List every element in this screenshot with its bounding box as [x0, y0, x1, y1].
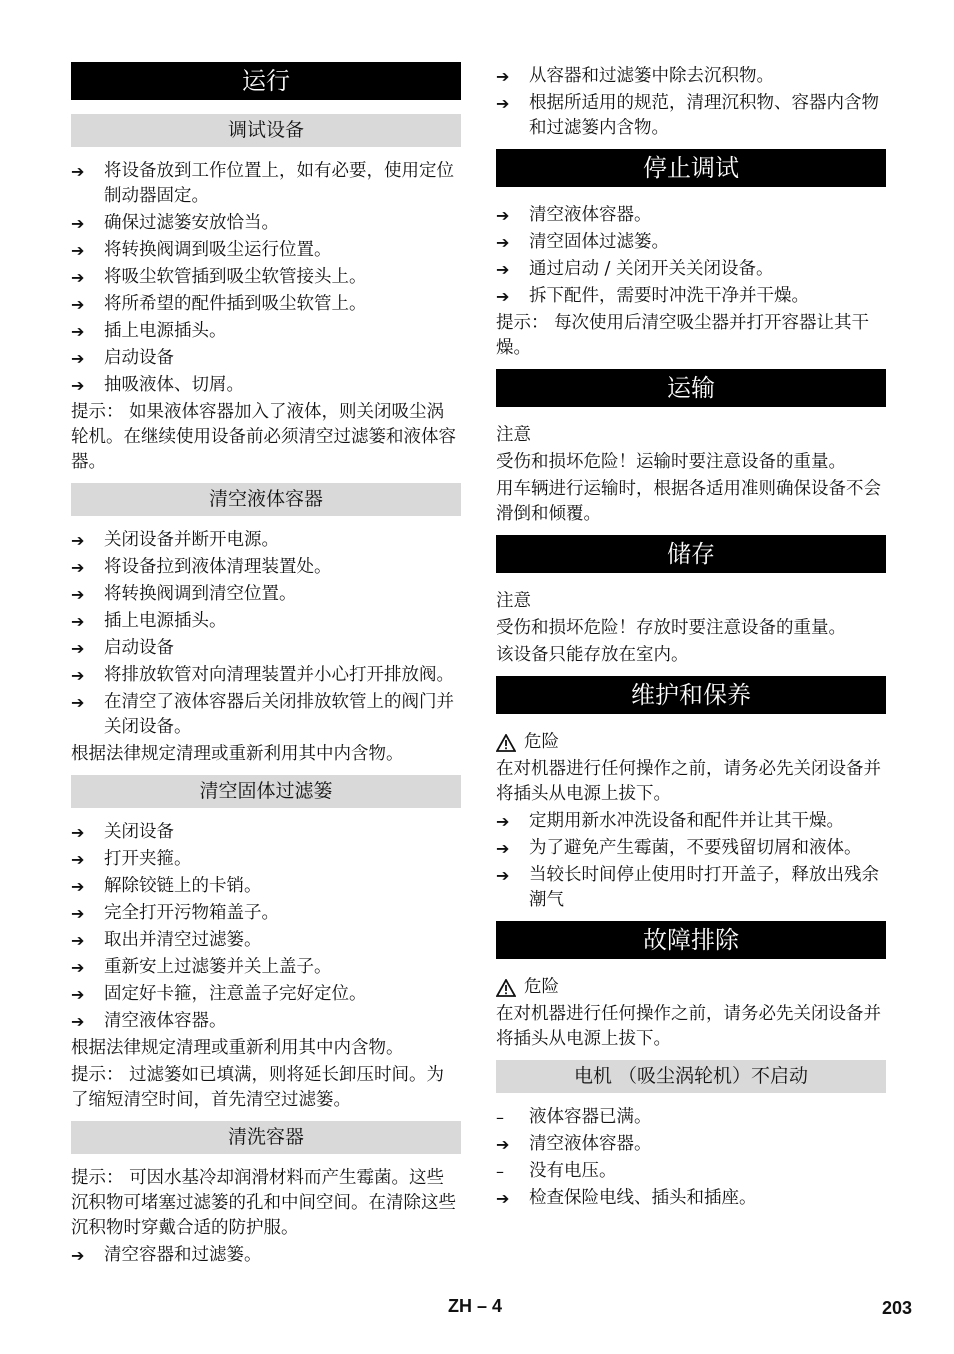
- arrow-icon: ➔: [71, 268, 85, 287]
- arrow-icon: ➔: [496, 1189, 510, 1208]
- arrow-icon: ➔: [496, 67, 510, 86]
- commissioning-steps: [71, 157, 461, 398]
- list-item: ➔ 清空液体容器。: [71, 1007, 461, 1034]
- transport-text-2: 用车辆进行运输时，根据各适用准则确保设备不会滑倒和倾覆。: [496, 479, 881, 524]
- arrow-icon: ➔: [496, 812, 510, 831]
- clean-container-note: 提示： 可因水基冷却润滑材料而产生霉菌。这些沉积物可堵塞过滤篓的孔和中间空间。在清除这些沉积物时穿戴合适的防护服。: [71, 1168, 456, 1238]
- list-item: ➔ 将所希望的配件插到吸尘软管上。: [71, 290, 461, 317]
- arrow-icon: ➔: [71, 585, 85, 604]
- list-item: ➔ 固定好卡箍，注意盖子完好定位。: [71, 980, 461, 1007]
- arrow-icon: ➔: [496, 866, 510, 885]
- list-item: ➔ 拆下配件，需要时冲洗干净并干燥。: [496, 282, 886, 309]
- list-item: ➔ 解除铰链上的卡销。: [71, 872, 461, 899]
- troubleshooting-danger: [496, 973, 886, 1000]
- list-item: ➔ 将排放软管对向清理装置并小心打开排放阀。: [71, 661, 461, 688]
- arrow-icon: ➔: [71, 985, 85, 1004]
- storage-caution: 注意: [496, 591, 531, 611]
- stop-note: 提示： 每次使用后清空吸尘器并打开容器让其干燥。: [496, 313, 870, 358]
- right-column: [496, 62, 886, 1211]
- arrow-icon: ➔: [71, 931, 85, 950]
- arrow-icon: ➔: [71, 349, 85, 368]
- warning-triangle-icon: [496, 734, 516, 752]
- list-item: ➔ 抽吸液体、切屑。: [71, 371, 461, 398]
- dash-marker: –: [496, 1162, 504, 1181]
- list-item: ➔ 从容器和过滤篓中除去沉积物。: [496, 62, 886, 89]
- empty-solid-note-2: 提示： 过滤篓如已填满，则将延长卸压时间。为了缩短清空时间，首先清空过滤篓。: [71, 1065, 445, 1110]
- list-item: ➔ 为了避免产生霉菌，不要残留切屑和液体。: [496, 834, 886, 861]
- arrow-icon: ➔: [71, 241, 85, 260]
- footer-language: ZH: [448, 1296, 472, 1316]
- list-item: ➔ 确保过滤篓安放恰当。: [71, 209, 461, 236]
- arrow-icon: ➔: [71, 693, 85, 712]
- list-item: – 液体容器已满。: [496, 1103, 886, 1130]
- motor-items: [496, 1103, 886, 1211]
- list-item: ➔ 将转换阀调到清空位置。: [71, 580, 461, 607]
- list-item: ➔ 取出并清空过滤篓。: [71, 926, 461, 953]
- list-item: ➔ 清空液体容器。: [496, 201, 886, 228]
- warning-triangle-icon: [496, 979, 516, 997]
- subsection-title-empty-liquid: 清空液体容器: [71, 483, 461, 516]
- list-item: ➔ 清空固体过滤篓。: [496, 228, 886, 255]
- subsection-title-commissioning: 调试设备: [71, 114, 461, 147]
- transport-caution: 注意: [496, 425, 531, 445]
- section-title-operation: 运行: [71, 62, 461, 100]
- empty-solid-steps: [71, 818, 461, 1034]
- commissioning-note: 提示： 如果液体容器加入了液体，则关闭吸尘涡轮机。在继续使用设备前必须清空过滤篓和液体容器。: [71, 402, 456, 472]
- arrow-icon: ➔: [71, 1246, 85, 1265]
- list-item: ➔ 将转换阀调到吸尘运行位置。: [71, 236, 461, 263]
- arrow-icon: ➔: [71, 531, 85, 550]
- arrow-icon: ➔: [71, 295, 85, 314]
- section-title-transport: 运输: [496, 369, 886, 407]
- list-item: ➔ 插上电源插头。: [71, 317, 461, 344]
- footer-language-page: [448, 1296, 502, 1317]
- stop-steps: [496, 201, 886, 309]
- arrow-icon: ➔: [71, 322, 85, 341]
- troubleshooting-danger-label: 危险: [524, 977, 559, 997]
- arrow-icon: ➔: [71, 850, 85, 869]
- subsection-title-clean-container: 清洗容器: [71, 1121, 461, 1154]
- arrow-icon: ➔: [71, 612, 85, 631]
- list-item: ➔ 关闭设备: [71, 818, 461, 845]
- section-title-storage: 储存: [496, 535, 886, 573]
- list-item: ➔ 启动设备: [71, 344, 461, 371]
- arrow-icon: ➔: [496, 287, 510, 306]
- arrow-icon: ➔: [71, 877, 85, 896]
- arrow-icon: ➔: [71, 162, 85, 181]
- arrow-icon: ➔: [71, 904, 85, 923]
- section-title-troubleshooting: 故障排除: [496, 921, 886, 959]
- subsection-title-motor: 电机 （吸尘涡轮机）不启动: [496, 1060, 886, 1093]
- footer-local-page: – 4: [477, 1296, 503, 1316]
- list-item: ➔ 关闭设备并断开电源。: [71, 526, 461, 553]
- empty-liquid-note: 根据法律规定清理或重新利用其中内含物。: [71, 744, 404, 764]
- list-item: ➔ 检查保险电线、插头和插座。: [496, 1184, 886, 1211]
- list-item: ➔ 将设备放到工作位置上，如有必要，使用定位制动器固定。: [71, 157, 461, 209]
- maintenance-steps: [496, 807, 886, 913]
- clean-container-steps-cont: [496, 62, 886, 141]
- list-item: ➔ 完全打开污物箱盖子。: [71, 899, 461, 926]
- arrow-icon: ➔: [496, 260, 510, 279]
- arrow-icon: ➔: [71, 639, 85, 658]
- arrow-icon: ➔: [71, 958, 85, 977]
- list-item: ➔ 清空容器和过滤篓。: [71, 1241, 461, 1268]
- list-item: ➔ 通过启动 / 关闭开关关闭设备。: [496, 255, 886, 282]
- maintenance-danger: [496, 728, 886, 755]
- list-item: – 没有电压。: [496, 1157, 886, 1184]
- arrow-icon: ➔: [71, 1012, 85, 1031]
- section-title-maintenance: 维护和保养: [496, 676, 886, 714]
- storage-text-1: 受伤和损坏危险！存放时要注意设备的重量。: [496, 618, 846, 638]
- list-item: ➔ 将吸尘软管插到吸尘软管接头上。: [71, 263, 461, 290]
- arrow-icon: ➔: [71, 214, 85, 233]
- arrow-icon: ➔: [496, 233, 510, 252]
- arrow-icon: ➔: [71, 376, 85, 395]
- section-title-stop: 停止调试: [496, 149, 886, 187]
- dash-marker: –: [496, 1108, 504, 1127]
- troubleshooting-text: 在对机器进行任何操作之前，请务必先关闭设备并将插头从电源上拔下。: [496, 1004, 881, 1049]
- arrow-icon: ➔: [496, 1135, 510, 1154]
- list-item: ➔ 启动设备: [71, 634, 461, 661]
- arrow-icon: ➔: [71, 823, 85, 842]
- list-item: ➔ 定期用新水冲洗设备和配件并让其干燥。: [496, 807, 886, 834]
- maintenance-text: 在对机器进行任何操作之前，请务必先关闭设备并将插头从电源上拔下。: [496, 759, 881, 804]
- list-item: ➔ 清空液体容器。: [496, 1130, 886, 1157]
- arrow-icon: ➔: [71, 558, 85, 577]
- left-column: [71, 62, 461, 1268]
- list-item: ➔ 重新安上过滤篓并关上盖子。: [71, 953, 461, 980]
- list-item: ➔ 打开夹箍。: [71, 845, 461, 872]
- empty-liquid-steps: [71, 526, 461, 740]
- empty-solid-note-1: 根据法律规定清理或重新利用其中内含物。: [71, 1038, 404, 1058]
- storage-text-2: 该设备只能存放在室内。: [496, 645, 689, 665]
- transport-text-1: 受伤和损坏危险！运输时要注意设备的重量。: [496, 452, 846, 472]
- list-item: ➔ 将设备拉到液体清理装置处。: [71, 553, 461, 580]
- subsection-title-empty-solid: 清空固体过滤篓: [71, 775, 461, 808]
- arrow-icon: ➔: [71, 666, 85, 685]
- arrow-icon: ➔: [496, 839, 510, 858]
- page-number: 203: [881, 1298, 912, 1318]
- list-item: ➔ 根据所适用的规范，清理沉积物、容器内含物和过滤篓内含物。: [496, 89, 886, 141]
- list-item: ➔ 在清空了液体容器后关闭排放软管上的阀门并关闭设备。: [71, 688, 461, 740]
- arrow-icon: ➔: [496, 206, 510, 225]
- list-item: ➔ 插上电源插头。: [71, 607, 461, 634]
- list-item: ➔ 当较长时间停止使用时打开盖子，释放出残余潮气: [496, 861, 886, 913]
- maintenance-danger-label: 危险: [524, 732, 559, 752]
- arrow-icon: ➔: [496, 94, 510, 113]
